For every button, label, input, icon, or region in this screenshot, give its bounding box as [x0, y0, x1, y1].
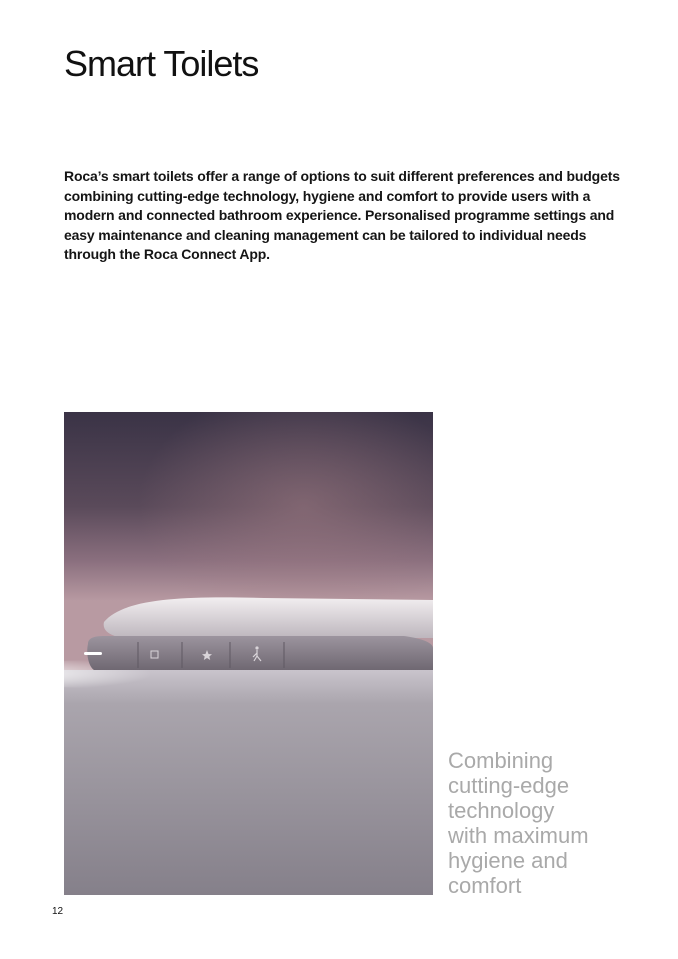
page-number: 12 — [52, 906, 64, 917]
tagline-line: with maximum — [448, 823, 589, 848]
intro-paragraph: Roca’s smart toilets offer a range of options to suit different preferences and budgets combining cutting-edge technology, hygiene and comfort to provide users with a modern and connected bathroom experience. Personalised programme settings and easy maintenance and cleaning management can be tailored to individual needs through the Roca Connect App. — [64, 168, 620, 262]
product-photo — [64, 412, 433, 895]
tagline-line: hygiene and — [448, 848, 568, 873]
tagline-line: cutting-edge — [448, 773, 570, 798]
tagline-line: technology — [448, 798, 555, 823]
tagline — [448, 748, 648, 898]
page-title: Smart Toilets — [64, 43, 259, 84]
tagline-line: Combining — [448, 748, 554, 773]
tagline-line: comfort — [448, 873, 522, 898]
